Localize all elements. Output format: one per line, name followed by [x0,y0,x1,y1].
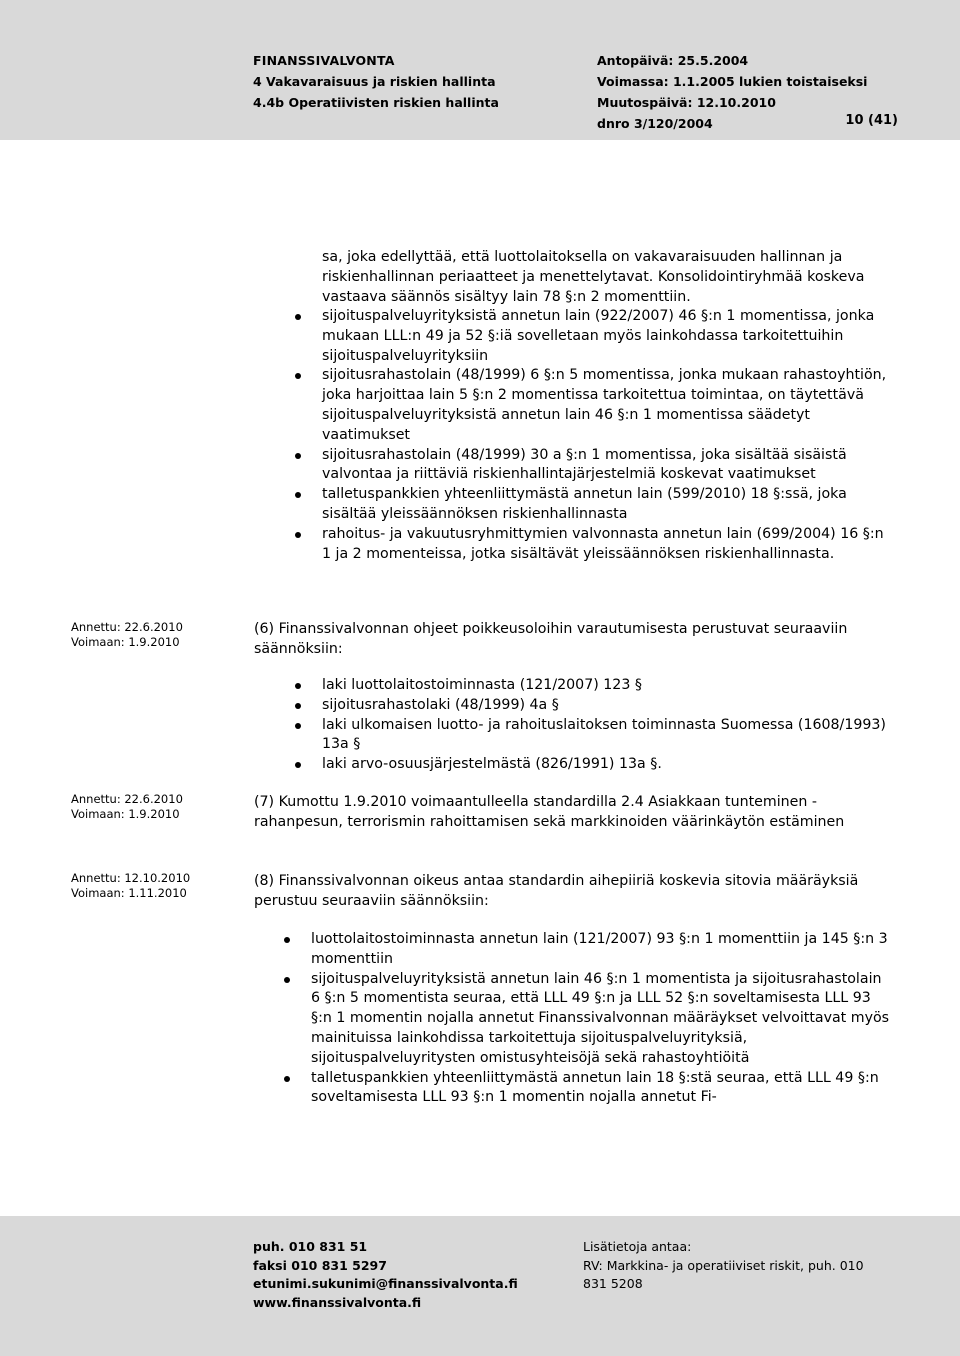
list-item-text: talletuspankkien yhteenliittymästä annetun lain (599/2010) 18 §:ssä, joka sisältää yleissäännöksen riskienhallinnasta [322,486,847,522]
list-item [322,755,892,775]
list-item [322,696,892,716]
contact-info [253,1238,518,1312]
info-text: RV: Markkina- ja operatiiviset riskit, puh. 010 831 5208 [583,1257,864,1291]
bullet-icon [295,716,302,723]
list-item [322,366,892,445]
dnro: dnro 3/120/2004 [597,116,713,131]
list-item [322,676,892,696]
bullet-icon [284,970,291,977]
in-force: Voimassa: 1.1.2005 lukien toistaiseksi [597,74,868,89]
list-item [311,970,893,1069]
list-item [322,525,892,565]
list-item-text: sijoituspalveluyrityksistä annetun lain 46 §:n 1 momentista ja sijoitusrahastolain 6 §:n 5 momentista seuraa, että LLL 49 §:n ja LLL 52 §:n soveltamisesta LLL 93 §:n 1 momentin nojalla annetut Finanssivalvonnan määräykset velvoittavat myös mainituissa lainkohdissa tarkoitettuja sijoituspalveluyrityksiä, sijoituspalveluyritysten omistusyhteisöjä sekä rahastoyhtiöitä [311,970,890,1066]
voimaan-date: Voimaan: 1.9.2010 [71,635,180,649]
list-item-text: sijoitusrahastolain (48/1999) 30 a §:n 1 momentissa, joka sisältää sisäistä valvontaa ja riittäviä riskienhallintajärjestelmiä koskevat vaatimukset [322,446,847,483]
phone: puh. 010 831 51 [253,1239,368,1254]
annettu-date: Annettu: 12.10.2010 [71,871,191,885]
bullet-icon [295,696,302,703]
list-item [311,1069,893,1109]
list-item [322,307,892,366]
page-number: 10 (41) [845,113,898,128]
list-item-text: laki arvo-osuusjärjestelmästä (826/1991) 13a §. [322,756,662,773]
voimaan-date: Voimaan: 1.11.2010 [71,886,187,900]
margin-note-2 [71,792,183,822]
list-item-text: luottolaitostoiminnasta annetun lain (121/2007) 93 §:n 1 momenttiin ja 145 §:n 3 momenttiin [311,931,888,967]
email-link[interactable]: etunimi.sukunimi@finanssivalvonta.fi [253,1276,518,1291]
list-item [322,485,892,525]
margin-note-3 [71,871,190,901]
legal-list-1 [322,307,892,564]
website-link[interactable]: www.finanssivalvonta.fi [253,1294,422,1310]
bullet-icon [295,525,302,532]
bullet-icon [295,366,302,373]
list-item-text: sijoitusrahastolaki (48/1999) 4a § [322,696,559,713]
document-header [0,0,960,140]
bullet-icon [295,485,302,492]
list-item [322,716,892,756]
list-item [311,930,893,970]
list-item-text: sijoitusrahastolain (48/1999) 6 §:n 5 momentissa, jonka mukaan rahastoyhtiön, joka harjoittaa lain 5 §:n 2 momentissa tarkoitettua toimintaa, on täytettävä sijoituspalveluyrityksistä annetun lain 46 §:n 1 momentissa säädetyt vaatimukset [322,367,887,443]
legal-list-3 [311,930,893,1108]
issued-date: Antopäivä: 25.5.2004 [597,53,749,68]
paragraph-6: (6) Finanssivalvonnan ohjeet poikkeusoloihin varautumisesta perustuvat seuraaviin säännöksiin: [254,621,848,657]
list-item-text: laki luottolaitostoiminnasta (121/2007) 123 § [322,677,642,693]
list-item-text: talletuspankkien yhteenliittymästä annetun lain 18 §:stä seuraa, että LLL 49 §:n soveltamisesta LLL 93 §:n 1 momentin nojalla annetut Fi- [311,1069,879,1106]
list-item-text: rahoitus- ja vakuutusryhmittymien valvonnasta annetun lain (699/2004) 16 §:n 1 ja 2 momenteissa, jotka sisältävät yleissäännöksen riskienhallinnasta. [322,525,884,562]
document-footer [0,1216,960,1356]
intro-text: sa, joka edellyttää, että luottolaitoksella on vakavaraisuuden hallinnan ja riskienhallinnan periaatteet ja menettelytavat. Konsolidointiryhmää koskeva vastaava säännös sisältyy lain 78 §:n 2 momenttiin. [322,249,865,305]
bullet-icon [295,307,302,314]
voimaan-date: Voimaan: 1.9.2010 [71,807,180,821]
annettu-date: Annettu: 22.6.2010 [71,792,183,806]
info-label: Lisätietoja antaa: [583,1239,692,1254]
paragraph-8: (8) Finanssivalvonnan oikeus antaa standardin aihepiiriä koskevia sitovia määräyksiä perustuu seuraaviin säännöksiin: [254,873,859,909]
bullet-icon [295,446,302,453]
legal-list-2 [322,676,892,775]
annettu-date: Annettu: 22.6.2010 [71,620,183,634]
more-info [583,1238,883,1294]
subsection-title: 4.4b Operatiivisten riskien hallinta [253,95,499,110]
fax: faksi 010 831 5297 [253,1257,387,1273]
org-name: FINANSSIVALVONTA [253,53,395,68]
bullet-icon [295,676,302,683]
list-item-text: laki ulkomaisen luotto- ja rahoituslaitoksen toiminnasta Suomessa (1608/1993) 13a § [322,716,886,753]
header-left [253,50,583,113]
list-item [322,446,892,486]
margin-note-1 [71,620,183,650]
section-title: 4 Vakavaraisuus ja riskien hallinta [253,74,496,89]
bullet-icon [284,930,291,937]
bullet-icon [295,755,302,762]
modified-date: Muutospäivä: 12.10.2010 [597,95,776,110]
list-item-text: sijoituspalveluyrityksistä annetun lain (922/2007) 46 §:n 1 momentissa, jonka mukaan LLL:n 49 ja 52 §:iä sovelletaan myös lainkohdassa tarkoitettuihin sijoituspalveluyrityksiin [322,308,875,364]
bullet-icon [284,1069,291,1076]
paragraph-7: (7) Kumottu 1.9.2010 voimaantulleella standardilla 2.4 Asiakkaan tunteminen - rahanpesun, terrorismin rahoittamisen sekä markkinoiden väärinkäytön estäminen [254,794,845,830]
